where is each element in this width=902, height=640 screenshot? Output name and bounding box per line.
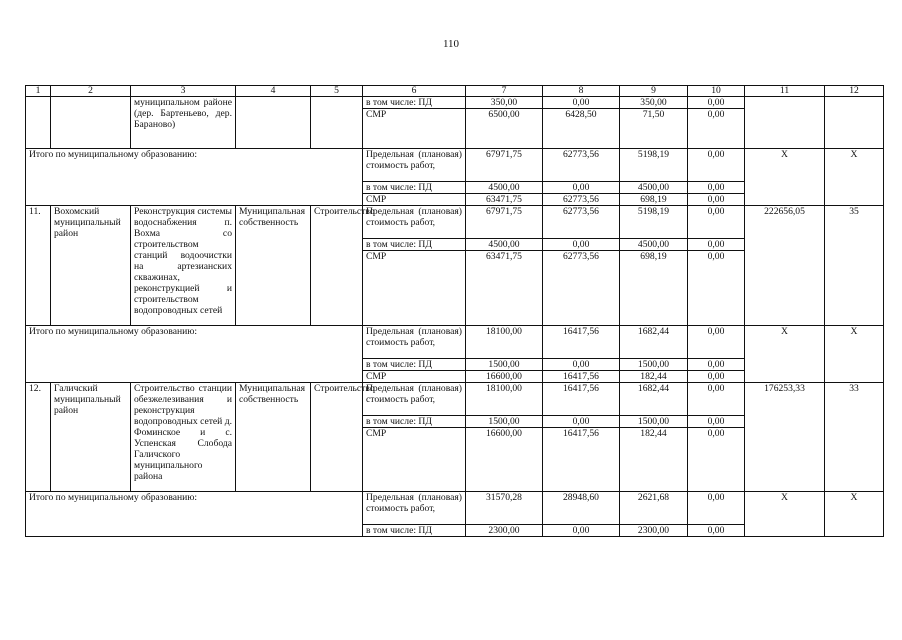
cell-value: 0,00 (688, 194, 745, 206)
cell-value: 2621,68 (620, 492, 688, 525)
cell-value: 62773,56 (543, 194, 620, 206)
cell-project: муниципальном районе (дер. Бартеньево, дер. Бараново) (131, 97, 236, 149)
cell-value: 16417,56 (543, 383, 620, 416)
total-label: Итого по муниципальному образованию: (26, 326, 363, 383)
cell-label: в том числе: ПД (363, 525, 466, 537)
cell-value: 18100,00 (466, 326, 543, 359)
cell-value: 0,00 (688, 149, 745, 182)
cell-value: 0,00 (688, 383, 745, 416)
total-label: Итого по муниципальному образованию: (26, 149, 363, 206)
cell-value: 2300,00 (466, 525, 543, 537)
cell-value: 0,00 (543, 239, 620, 251)
cell-value: 182,44 (620, 371, 688, 383)
cell-percent: X (825, 492, 884, 537)
cell-value: 0,00 (688, 326, 745, 359)
cell-value: 1500,00 (620, 359, 688, 371)
cell-value: 62773,56 (543, 206, 620, 239)
cell-label: СМР (363, 109, 466, 149)
cell-label: Предельная (плановая) стоимость работ, (363, 492, 466, 525)
cell-limit: X (745, 492, 825, 537)
column-header: 2 (51, 86, 131, 97)
projects-table (25, 85, 884, 537)
cell-district: Вохомский муниципальный район (51, 206, 131, 326)
table-row (26, 383, 884, 416)
cell-label: Предельная (плановая) стоимость работ, (363, 206, 466, 239)
cell-value: 0,00 (688, 251, 745, 326)
cell-value: 0,00 (688, 109, 745, 149)
cell-value: 71,50 (620, 109, 688, 149)
cell-value: 63471,75 (466, 194, 543, 206)
cell-value: 62773,56 (543, 149, 620, 182)
cell-label: СМР (363, 194, 466, 206)
cell-limit: 176253,33 (745, 383, 825, 492)
cell-ownership: Муниципальная собственность (236, 206, 311, 326)
cell-ownership (236, 97, 311, 149)
column-header: 5 (311, 86, 363, 97)
cell-value: 2300,00 (620, 525, 688, 537)
cell-value: 4500,00 (620, 182, 688, 194)
cell-value: 182,44 (620, 428, 688, 492)
cell-label: в том числе: ПД (363, 97, 466, 109)
cell-label: в том числе: ПД (363, 416, 466, 428)
cell-value: 16600,00 (466, 371, 543, 383)
cell-num: 12. (26, 383, 51, 492)
cell-percent: X (825, 149, 884, 206)
cell-value: 0,00 (688, 492, 745, 525)
cell-value: 6428,50 (543, 109, 620, 149)
cell-value: 5198,19 (620, 206, 688, 239)
cell-value: 0,00 (688, 371, 745, 383)
cell-value: 4500,00 (466, 182, 543, 194)
cell-value: 350,00 (466, 97, 543, 109)
total-row (26, 326, 884, 359)
cell-value: 62773,56 (543, 251, 620, 326)
cell-project: Реконструкция системы водоснабжения п. Вохма со строительством станций водоочистки на артезианских скважинах, реконструкцией и строительством водопроводных сетей (131, 206, 236, 326)
cell-value: 18100,00 (466, 383, 543, 416)
cell-value: 0,00 (688, 206, 745, 239)
cell-value: 0,00 (543, 97, 620, 109)
cell-limit (745, 97, 825, 149)
cell-value: 0,00 (688, 525, 745, 537)
cell-value: 16417,56 (543, 371, 620, 383)
column-header: 7 (466, 86, 543, 97)
cell-value: 31570,28 (466, 492, 543, 525)
cell-value: 0,00 (543, 359, 620, 371)
cell-num: 11. (26, 206, 51, 326)
total-label: Итого по муниципальному образованию: (26, 492, 363, 537)
cell-value: 67971,75 (466, 206, 543, 239)
cell-value: 6500,00 (466, 109, 543, 149)
cell-value: 16417,56 (543, 428, 620, 492)
cell-limit: X (745, 149, 825, 206)
cell-value: 0,00 (688, 428, 745, 492)
cell-value: 4500,00 (620, 239, 688, 251)
table-row (26, 97, 884, 109)
cell-ownership: Муниципальная собственность (236, 383, 311, 492)
column-header: 10 (688, 86, 745, 97)
cell-value: 698,19 (620, 194, 688, 206)
column-header: 11 (745, 86, 825, 97)
cell-num (26, 97, 51, 149)
cell-value: 16417,56 (543, 326, 620, 359)
cell-value: 0,00 (688, 97, 745, 109)
cell-district: Галичский муниципальный район (51, 383, 131, 492)
cell-value: 0,00 (543, 182, 620, 194)
column-header: 6 (363, 86, 466, 97)
cell-percent: 33 (825, 383, 884, 492)
cell-percent: 35 (825, 206, 884, 326)
cell-type: Строительство (311, 383, 363, 492)
cell-label: Предельная (плановая) стоимость работ, (363, 383, 466, 416)
cell-value: 698,19 (620, 251, 688, 326)
cell-label: в том числе: ПД (363, 182, 466, 194)
cell-label: СМР (363, 251, 466, 326)
cell-label: СМР (363, 428, 466, 492)
cell-label: в том числе: ПД (363, 239, 466, 251)
column-header: 1 (26, 86, 51, 97)
cell-limit: 222656,05 (745, 206, 825, 326)
cell-limit: X (745, 326, 825, 383)
column-header: 4 (236, 86, 311, 97)
cell-value: 1500,00 (620, 416, 688, 428)
cell-value: 0,00 (688, 416, 745, 428)
cell-value: 1500,00 (466, 359, 543, 371)
cell-label: СМР (363, 371, 466, 383)
cell-value: 67971,75 (466, 149, 543, 182)
cell-value: 0,00 (688, 359, 745, 371)
page-number: 110 (442, 38, 460, 50)
cell-value: 16600,00 (466, 428, 543, 492)
total-row (26, 492, 884, 525)
column-number-row (26, 86, 884, 97)
column-header: 12 (825, 86, 884, 97)
cell-value: 28948,60 (543, 492, 620, 525)
cell-label: Предельная (плановая) стоимость работ, (363, 149, 466, 182)
cell-value: 0,00 (543, 525, 620, 537)
cell-value: 0,00 (543, 416, 620, 428)
cell-value: 350,00 (620, 97, 688, 109)
column-header: 9 (620, 86, 688, 97)
cell-type: Строительство (311, 206, 363, 326)
cell-project: Строительство станции обезжелезивания и реконструкция водопроводных сетей д. Фоминское и с. Успенская Слобода Галичского муниципального района (131, 383, 236, 492)
cell-type (311, 97, 363, 149)
cell-percent: X (825, 326, 884, 383)
cell-value: 63471,75 (466, 251, 543, 326)
cell-value: 4500,00 (466, 239, 543, 251)
column-header: 3 (131, 86, 236, 97)
column-header: 8 (543, 86, 620, 97)
cell-label: Предельная (плановая) стоимость работ, (363, 326, 466, 359)
cell-value: 0,00 (688, 182, 745, 194)
cell-percent (825, 97, 884, 149)
cell-value: 0,00 (688, 239, 745, 251)
cell-district (51, 97, 131, 149)
cell-value: 5198,19 (620, 149, 688, 182)
total-row (26, 149, 884, 182)
cell-label: в том числе: ПД (363, 359, 466, 371)
table-row (26, 206, 884, 239)
cell-value: 1500,00 (466, 416, 543, 428)
cell-value: 1682,44 (620, 383, 688, 416)
cell-value: 1682,44 (620, 326, 688, 359)
